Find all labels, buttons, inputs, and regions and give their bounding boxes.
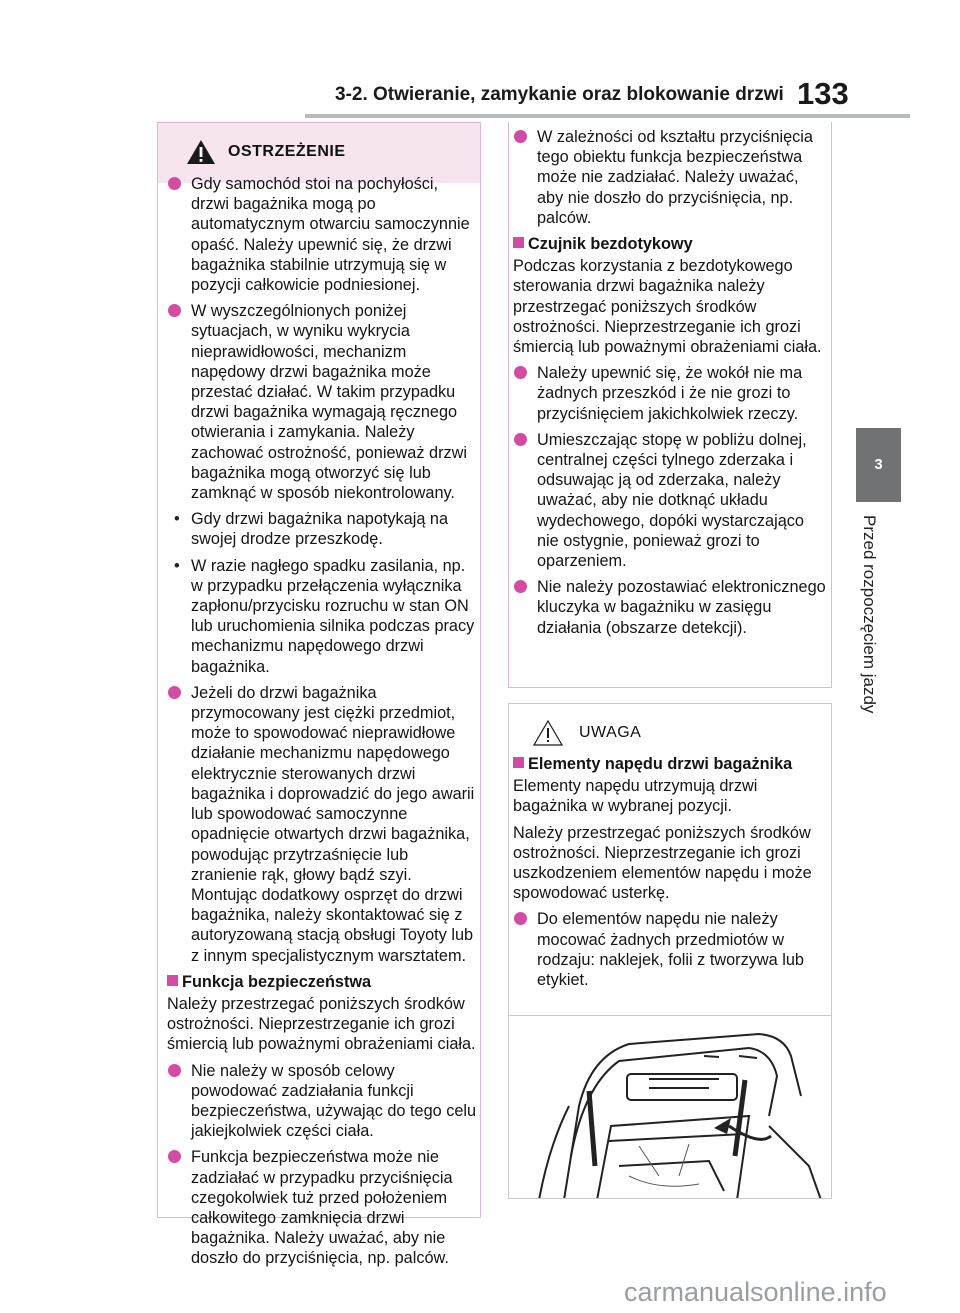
paragraph: Należy przestrzegać poniższych środków ostrożności. Nieprzestrzeganie ich grozi śmiercią lub poważnymi obrażeniami ciała. bbox=[167, 994, 476, 1054]
warning-title: OSTRZEŻENIE bbox=[228, 143, 346, 160]
bullet-dot-icon bbox=[514, 433, 527, 446]
bullet-dot-icon bbox=[168, 686, 181, 699]
bullet-item bbox=[167, 301, 477, 503]
tailgate-illustration bbox=[508, 1015, 832, 1199]
bullet-dot-icon bbox=[168, 1150, 181, 1163]
paragraph: Elementy napędu utrzymują drzwi bagażnika w wybranej pozycji. bbox=[513, 777, 758, 816]
item-text: W wyszczególnionych poniżej sytuacjach, w wyniku wykrycia nieprawidłowości, mechanizm napędowy drzwi bagażnika może przestać działać. W takim przypadku drzwi bagażnika wymagają ręcznego otwierania i zamykania. Należy zachować ostrożność, ponieważ drzwi bagażnika mogą otworzyć się lub zamknąć w sposób niekontrolowany. bbox=[191, 302, 468, 503]
section-title: 3-2. Otwieranie, zamykanie oraz blokowanie drzwi bbox=[335, 84, 784, 105]
paragraph: Należy przestrzegać poniższych środków ostrożności. Nieprzestrzeganie ich grozi uszkodzeniem elementów napędu i może spowodować usterkę. bbox=[513, 823, 812, 903]
subheading-text: Funkcja bezpieczeństwa bbox=[182, 972, 372, 991]
item-text: W razie nagłego spadku zasilania, np. w przypadku przełączenia wyłącznika zapłonu/przycisku rozruchu w stan ON lub uruchomienia silnika podczas pracy mechanizmu napędowego drzwi bagażnika. bbox=[191, 556, 475, 676]
subheading-text: Elementy napędu drzwi bagażnika bbox=[528, 755, 793, 773]
bullet-dot-icon bbox=[168, 1064, 181, 1077]
item-text: Gdy drzwi bagażnika napotykają na swojej drodze przeszkodę. bbox=[191, 510, 449, 549]
item-text: Do elementów napędu nie należy mocować żadnych przedmiotów w rodzaju: naklejek, folii z tworzywa lub etykiet. bbox=[537, 910, 804, 990]
bullet-dot-icon bbox=[514, 580, 527, 593]
watermark: carmanualsonline.info bbox=[624, 1277, 887, 1307]
square-marker-icon bbox=[513, 757, 524, 768]
warning-triangle-icon bbox=[186, 139, 216, 165]
item-text: Umieszczając stopę w pobliżu dolnej, centralnej części tylnego zderzaka i odsuwając ją od zderzaka, należy uważać, aby nie dotknąć układu wydechowego, dopóki wystarczająco nie ostygnie, ponieważ grozi to oparzeniem. bbox=[537, 430, 807, 571]
square-marker-icon bbox=[513, 237, 524, 248]
bullet-item bbox=[513, 430, 829, 571]
page-number: 133 bbox=[797, 76, 849, 111]
bullet-item bbox=[513, 909, 829, 990]
bullet-item bbox=[513, 127, 829, 228]
bullet-item bbox=[513, 577, 829, 638]
warning-content bbox=[167, 174, 477, 1275]
item-text: Jeżeli do drzwi bagażnika przymocowany jest ciężki przedmiot, może to spowodować nieprawidłowe działanie mechanizmu napędowego elektrycznie sterowanych drzwi bagażnika i doprowadzić do jego awarii lub spowodować samoczynne opadnięcie otwartych drzwi bagażnika, powodując przytrzaśnięcie lub zranienie rąk, głowy bądź szyi. Montując dodatkowy osprzęt do drzwi bagażnika, należy skontaktować się z autoryzowaną stacją obsługi Toyoty lub z innym specjalistycznym warsztatem. bbox=[191, 683, 475, 965]
notice-title: UWAGA bbox=[579, 724, 642, 741]
bullet-dot-icon bbox=[514, 912, 527, 925]
bullet-item bbox=[167, 174, 477, 295]
bullet-item bbox=[167, 683, 477, 966]
item-text: Nie należy pozostawiać elektronicznego kluczyka w bagażniku w zasięgu działania (obszarze detekcji). bbox=[537, 578, 826, 637]
dash-item bbox=[167, 509, 477, 549]
chapter-label: Przed rozpoczęciem jazdy bbox=[860, 515, 879, 714]
chapter-tab[interactable]: 3 bbox=[856, 428, 901, 502]
subheading bbox=[513, 754, 829, 774]
bullet-item bbox=[167, 1147, 477, 1268]
subheading bbox=[513, 234, 829, 254]
subheading bbox=[167, 972, 477, 992]
square-marker-icon bbox=[167, 975, 178, 986]
bullet-item bbox=[167, 1061, 477, 1142]
warning-box bbox=[157, 122, 481, 1268]
notice-content bbox=[513, 754, 829, 996]
item-text: Funkcja bezpieczeństwa może nie zadziałać w przypadku przyciśnięcia czegokolwiek tuż przed położeniem całkowitego zamknięcia drzwi bagażnika. Należy uważać, aby nie doszło do przyciśnięcia, np. palców. bbox=[191, 1148, 453, 1268]
dash-item bbox=[167, 556, 477, 677]
notice-box bbox=[508, 703, 832, 1015]
item-text: W zależności od kształtu przyciśnięcia tego obiektu funkcja bezpieczeństwa może nie zadziałać. Należy uważać, aby nie doszło do przyciśnięcia, np. palców. bbox=[537, 128, 813, 227]
bullet-dot-icon bbox=[514, 366, 527, 379]
header-divider bbox=[305, 114, 910, 118]
item-text: Należy upewnić się, że wokół nie ma żadnych przeszkód i że nie grozi to przyciśnięciem jakichkolwiek rzeczy. bbox=[537, 364, 803, 423]
bullet-item bbox=[513, 363, 829, 424]
warning-content-continued bbox=[513, 127, 829, 644]
notice-triangle-icon bbox=[533, 720, 563, 746]
tailgate-strut-drawing bbox=[509, 1016, 832, 1199]
dash-marker: • bbox=[174, 556, 180, 575]
paragraph: Podczas korzystania z bezdotykowego sterowania drzwi bagażnika należy przestrzegać poniższych środków ostrożności. Nieprzestrzeganie ich grozi śmiercią lub poważnymi obrażeniami ciała. bbox=[513, 257, 822, 357]
dash-marker: • bbox=[174, 510, 180, 529]
item-text: Nie należy w sposób celowy powodować zadziałania funkcji bezpieczeństwa, używając do tego celu jakiejkolwiek części ciała. bbox=[191, 1061, 477, 1141]
warning-box-continued bbox=[508, 122, 832, 688]
bullet-dot-icon bbox=[168, 304, 181, 317]
item-text: Gdy samochód stoi na pochyłości, drzwi bagażnika mogą po automatycznym otwarciu samoczynnie opaść. Należy upewnić się, że drzwi bagażnika stabilnie utrzymują się w pozycji całkowicie podniesionej. bbox=[191, 175, 470, 295]
subheading-text: Czujnik bezdotykowy bbox=[528, 235, 693, 254]
bullet-dot-icon bbox=[514, 130, 527, 143]
bullet-dot-icon bbox=[168, 177, 181, 190]
